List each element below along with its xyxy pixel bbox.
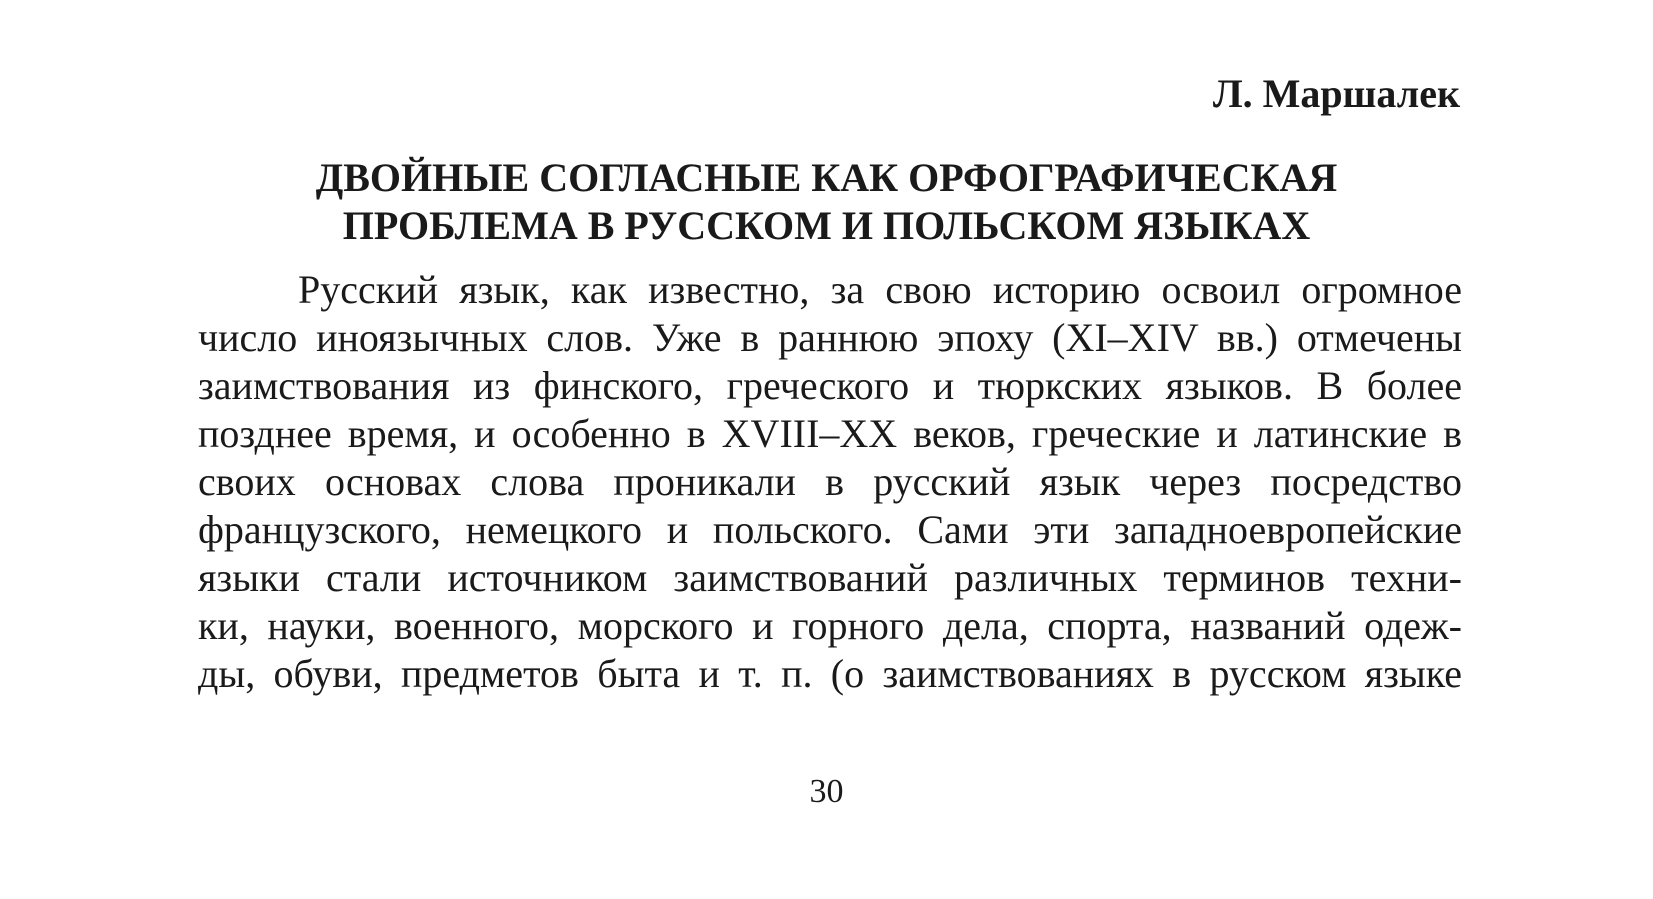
author-name: Л. Маршалек (1212, 71, 1460, 116)
body-line: заимствования из финского, греческого и тюркских языков. В более (198, 363, 1462, 408)
article-body (198, 266, 1462, 698)
title-line: ПРОБЛЕМА В РУССКОМ И ПОЛЬСКОМ ЯЗЫКАХ (342, 203, 1311, 248)
body-line: своих основах слова проникали в русский язык через посредство (198, 459, 1462, 504)
article-title (188, 154, 1465, 250)
body-line: ды, обуви, предметов быта и т. п. (о заимствованиях в русском языке (198, 651, 1462, 696)
body-line: Русский язык, как известно, за свою историю освоил огромное (298, 267, 1462, 312)
body-line: позднее время, и особенно в XVIII–XX веков, греческие и латинские в (198, 411, 1462, 456)
body-line: французского, немецкого и польского. Сами эти западноевропейские (198, 507, 1462, 552)
previous-page-fragment (258, 0, 272, 2)
body-line: ки, науки, военного, морского и горного дела, спорта, названий одеж- (198, 603, 1462, 648)
body-line: языки стали источником заимствований различных терминов техни- (198, 555, 1462, 600)
title-line: ДВОЙНЫЕ СОГЛАСНЫЕ КАК ОРФОГРАФИЧЕСКАЯ (315, 155, 1338, 200)
body-line: число иноязычных слов. Уже в раннюю эпоху (XI–XIV вв.) отмечены (198, 315, 1462, 360)
page-number: 30 (809, 773, 844, 810)
